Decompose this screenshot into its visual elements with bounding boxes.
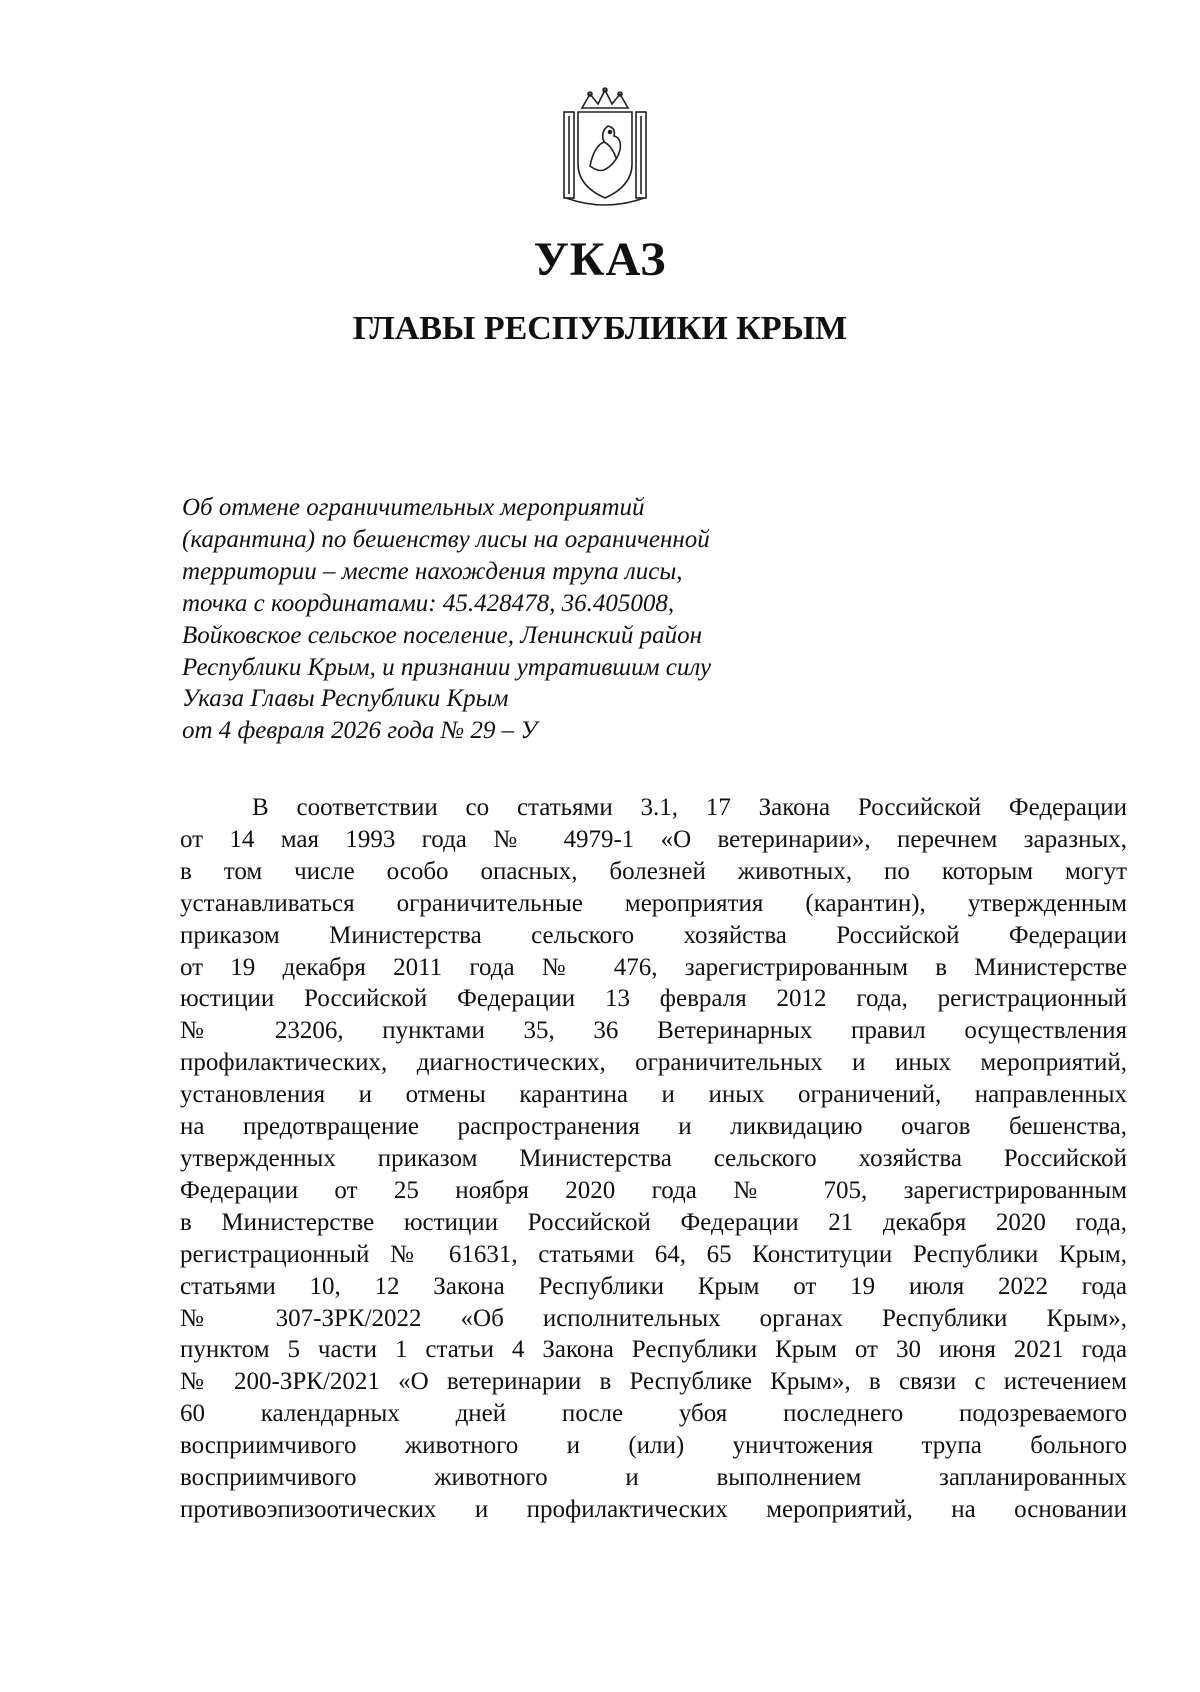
body-line: в Министерстве юстиции Российской Федерации 21 декабря 2020 года,: [180, 1208, 1127, 1236]
body-line: № 200-ЗРК/2021 «О ветеринарии в Республике Крым», в связи с истечением: [180, 1368, 1127, 1396]
heading-line: Указа Главы Республики Крым: [182, 685, 509, 713]
coat-of-arms-icon: [560, 86, 650, 206]
heading-line: Республики Крым, и признании утратившим силу: [182, 653, 712, 681]
body-line: противоэпизоотических и профилактических мероприятий, на основании: [180, 1495, 1127, 1523]
body-line: восприимчивого животного и (или) уничтожения трупа больного: [180, 1432, 1127, 1460]
decree-heading: [182, 492, 822, 747]
body-line: установления и отмены карантина и иных ограничений, направленных: [180, 1081, 1127, 1109]
heading-line: территории – месте нахождения трупа лисы,: [182, 557, 683, 585]
heading-line: Войковское сельское поселение, Ленинский район: [182, 621, 703, 649]
body-line: от 14 мая 1993 года № 4979-1 «О ветеринарии», перечнем заразных,: [180, 825, 1127, 853]
document-subtitle: ГЛАВЫ РЕСПУБЛИКИ КРЫМ: [352, 310, 848, 347]
heading-line: Об отмене ограничительных мероприятий: [182, 494, 645, 521]
body-line: Федерации от 25 ноября 2020 года № 705, зарегистрированным: [180, 1176, 1127, 1204]
body-line: № 307-ЗРК/2022 «Об исполнительных органах Республики Крым»,: [180, 1304, 1127, 1332]
body-line: приказом Министерства сельского хозяйства Российской Федерации: [180, 921, 1127, 949]
body-line: профилактических, диагностических, ограничительных и иных мероприятий,: [180, 1049, 1127, 1077]
body-line: юстиции Российской Федерации 13 февраля 2012 года, регистрационный: [180, 985, 1127, 1013]
body-line: на предотвращение распространения и ликвидацию очагов бешенства,: [180, 1113, 1127, 1141]
heading-line: от 4 февраля 2026 года № 29 – У: [182, 717, 538, 745]
body-line: пунктом 5 части 1 статьи 4 Закона Республики Крым от 30 июня 2021 года: [180, 1336, 1127, 1364]
body-line: устанавливаться ограничительные мероприятия (карантин), утвержденным: [180, 889, 1127, 917]
heading-line: (карантина) по бешенству лисы на ограниченной: [182, 525, 710, 553]
body-line: № 23206, пунктами 35, 36 Ветеринарных правил осуществления: [180, 1017, 1127, 1045]
document-title: УКАЗ: [533, 233, 667, 286]
body-line: восприимчивого животного и выполнением запланированных: [180, 1464, 1127, 1492]
heading-line: точка с координатами: 45.428478, 36.405008,: [182, 589, 675, 617]
body-line: 60 календарных дней после убоя последнего подозреваемого: [180, 1400, 1127, 1428]
body-line: в том числе особо опасных, болезней животных, по которым могут: [180, 857, 1127, 885]
body-line: регистрационный № 61631, статьями 64, 65 Конституции Республики Крым,: [180, 1240, 1127, 1268]
decree-body: [180, 792, 1127, 1526]
body-line: от 19 декабря 2011 года № 476, зарегистрированным в Министерстве: [180, 953, 1127, 981]
body-line: утвержденных приказом Министерства сельского хозяйства Российской: [180, 1144, 1127, 1172]
body-line: В соответствии со статьями 3.1, 17 Закона Российской Федерации: [252, 794, 1127, 821]
body-line: статьями 10, 12 Закона Республики Крым от 19 июля 2022 года: [180, 1272, 1127, 1300]
